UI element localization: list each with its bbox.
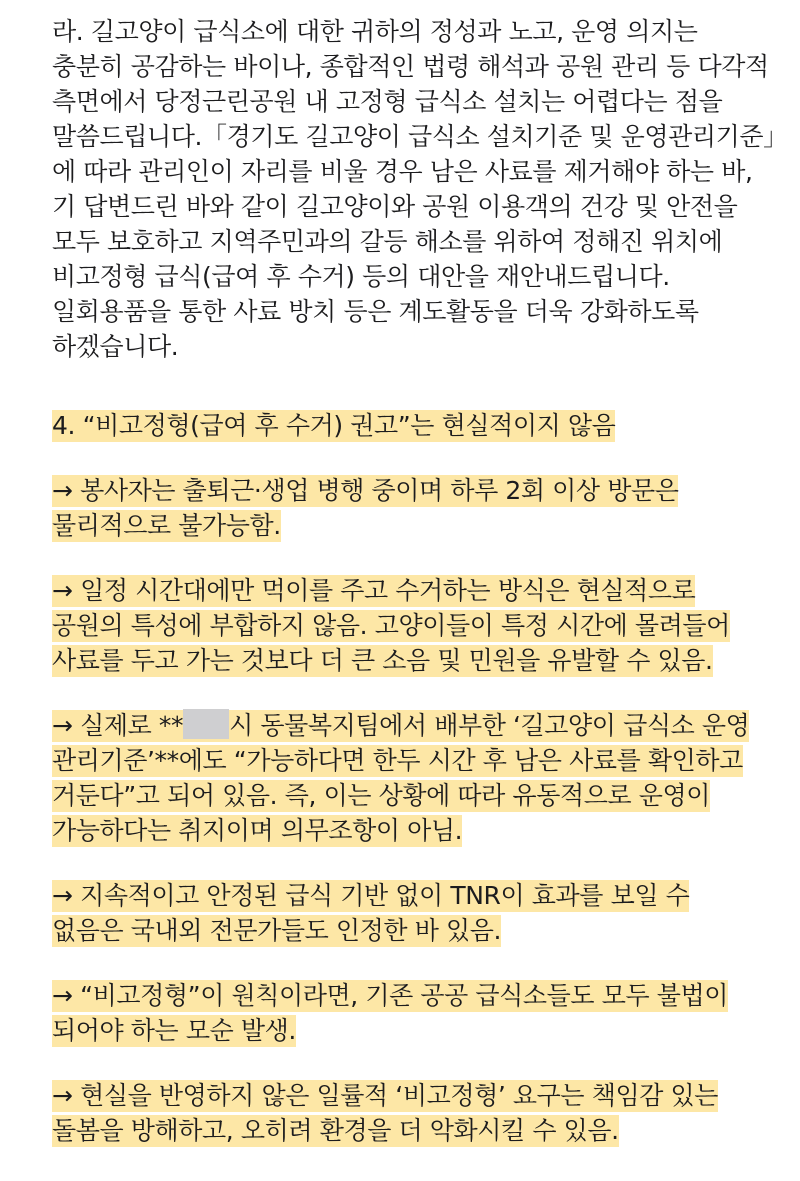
text-line: 비고정형 급식(급여 후 수거) 등의 대안을 재안내드립니다.: [52, 262, 670, 291]
highlighted-text: → “비고정형”이 원칙이라면, 기존 공공 급식소들도 모두 불법이: [52, 981, 729, 1010]
highlighted-text: 되어야 하는 모순 발생.: [52, 1016, 296, 1045]
bullet-paragraph: [52, 708, 772, 848]
text-fragment: → 실제로 **: [52, 711, 184, 740]
highlighted-text: 물리적으로 불가능함.: [52, 511, 281, 540]
highlighted-text: 가능하다는 취지이며 의무조항이 아님.: [52, 816, 463, 845]
highlighted-text: 공원의 특성에 부합하지 않음. 고양이들이 특정 시간에 몰려들어: [52, 611, 730, 640]
intro-paragraph: [52, 14, 788, 364]
text-line: 충분히 공감하는 바이나, 종합적인 법령 해석과 공원 관리 등 다각적: [52, 52, 769, 81]
text-line: 하겠습니다.: [52, 332, 179, 361]
document-body: [52, 14, 788, 1148]
text-line: 말씀드립니다.「경기도 길고양이 급식소 설치기준 및 운영관리기준」: [52, 122, 788, 151]
text-line: 측면에서 당정근린공원 내 고정형 급식소 설치는 어렵다는 점을: [52, 87, 723, 116]
highlighted-text: → 현실을 반영하지 않은 일률적 ‘비고정형’ 요구는 책임감 있는: [52, 1081, 719, 1110]
text-line: 일회용품을 통한 사료 방치 등은 계도활동을 더욱 강화하도록: [52, 297, 699, 326]
text-line: 라. 길고양이 급식소에 대한 귀하의 정성과 노고, 운영 의지는: [52, 17, 698, 46]
highlighted-text: → 지속적이고 안정된 급식 기반 없이 TNR이 효과를 보일 수: [52, 881, 690, 910]
highlighted-text: 관리기준’**에도 “가능하다면 한두 시간 후 남은 사료를 확인하고: [52, 746, 743, 775]
highlighted-text: 4. “비고정형(급여 후 수거) 권고”는 현실적이지 않음: [52, 411, 616, 440]
highlighted-text: → 봉사자는 출퇴근·생업 병행 중이며 하루 2회 이상 방문은: [52, 476, 679, 505]
bullet-paragraph: [52, 473, 772, 543]
highlighted-text: 돌봄을 방해하고, 오히려 환경을 더 악화시킬 수 있음.: [52, 1116, 619, 1145]
text-line: 에 따라 관리인이 자리를 비울 경우 남은 사료를 제거해야 하는 바,: [52, 157, 753, 186]
highlighted-text: → 일정 시간대에만 먹이를 주고 수거하는 방식은 현실적으로: [52, 576, 696, 605]
highlighted-text: 없음은 국내외 전문가들도 인정한 바 있음.: [52, 916, 502, 945]
highlighted-text: 사료를 두고 가는 것보다 더 큰 소음 및 민원을 유발할 수 있음.: [52, 646, 713, 675]
section-heading: [52, 408, 772, 443]
text-fragment: 시 동물복지팀에서 배부한 ‘길고양이 급식소 운영: [229, 711, 750, 740]
bullet-paragraph: [52, 978, 772, 1048]
text-line: 기 답변드린 바와 같이 길고양이와 공원 이용객의 건강 및 안전을: [52, 192, 738, 221]
bullet-paragraph: [52, 573, 772, 678]
redacted-city-name: [183, 709, 229, 739]
bullet-paragraph: [52, 1078, 772, 1148]
highlighted-text: 거둔다”고 되어 있음. 즉, 이는 상황에 따라 유동적으로 운영이: [52, 781, 711, 810]
bullet-paragraph: [52, 878, 772, 948]
text-line: 모두 보호하고 지역주민과의 갈등 해소를 위하여 정해진 위치에: [52, 227, 723, 256]
highlighted-text: [52, 710, 749, 742]
